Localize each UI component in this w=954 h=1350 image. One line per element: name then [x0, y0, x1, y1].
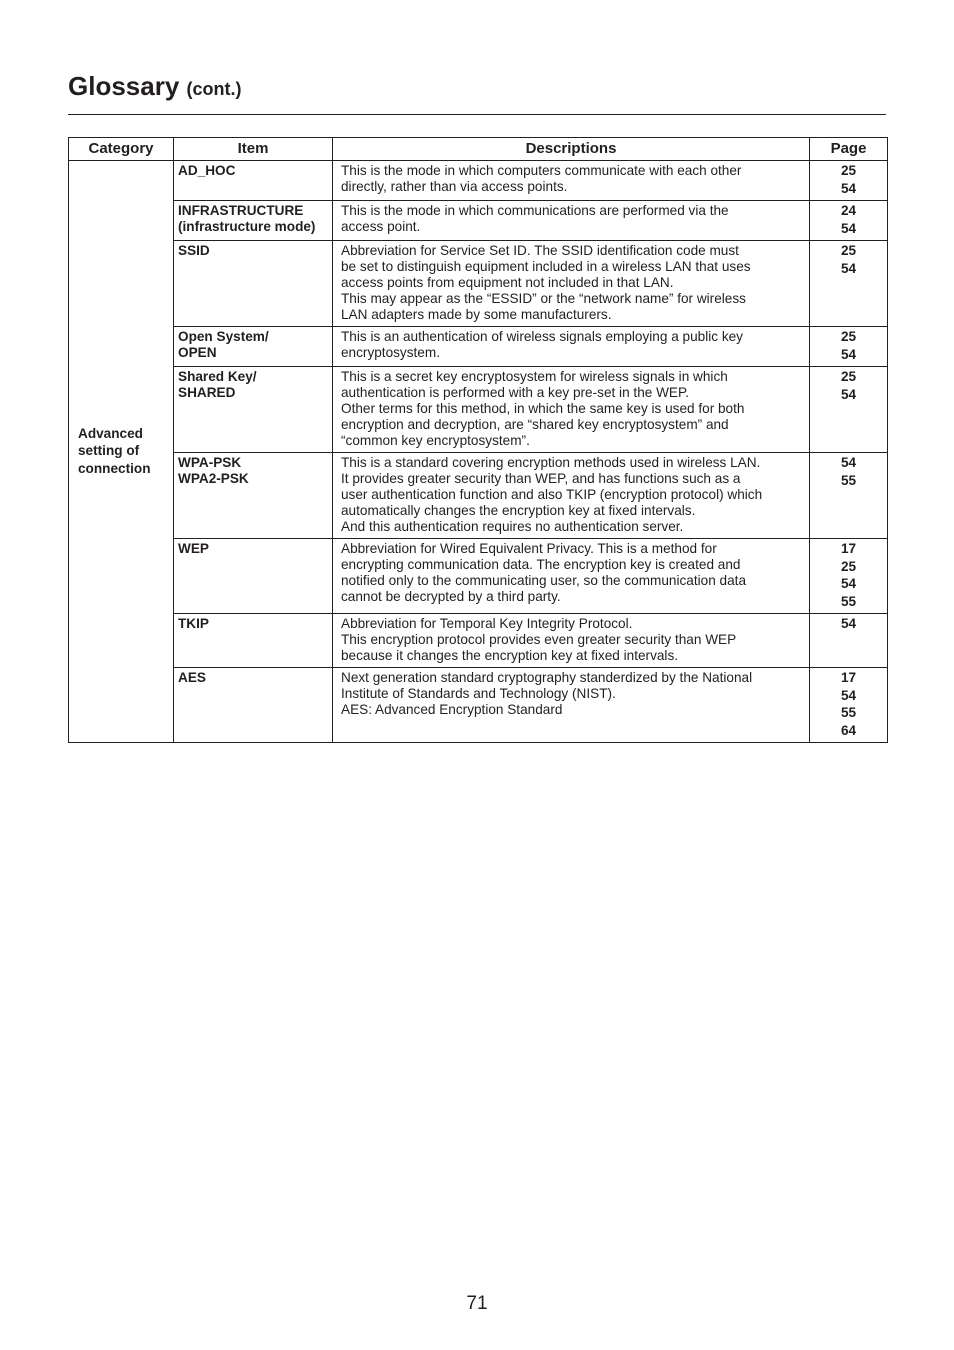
- page-reference: 54: [840, 687, 857, 703]
- description-line: Abbreviation for Wired Equivalent Privacy. This is a method for: [341, 541, 717, 556]
- description-line: access points from equipment not included in that LAN.: [341, 275, 674, 290]
- page-cell: [810, 453, 888, 539]
- page-reference: 17: [840, 541, 857, 556]
- table-row: [69, 668, 888, 743]
- page-reference: 24: [840, 203, 857, 218]
- description-line: This may appear as the “ESSID” or the “network name” for wireless: [341, 291, 746, 306]
- item-term-line: AES: [178, 670, 206, 685]
- item-term-line: OPEN: [178, 345, 217, 360]
- item-cell: [174, 161, 333, 201]
- page-reference: 54: [840, 455, 857, 470]
- description-line: Next generation standard cryptography standerdized by the National: [341, 670, 753, 685]
- page-cell: [810, 668, 888, 743]
- page-number: 71: [466, 1293, 488, 1314]
- table-row: [69, 539, 888, 614]
- page-reference: 25: [840, 243, 857, 258]
- page-cell: [810, 241, 888, 327]
- page-reference: 54: [840, 260, 857, 276]
- page-cell: [810, 539, 888, 614]
- page-reference: 54: [840, 386, 857, 402]
- table-row: [69, 367, 888, 453]
- table-row: [69, 241, 888, 327]
- table-row: [69, 453, 888, 539]
- table-row: [69, 327, 888, 367]
- category-label-line: connection: [78, 460, 151, 476]
- description-line: Abbreviation for Temporal Key Integrity Protocol.: [341, 616, 633, 631]
- item-cell: [174, 367, 333, 453]
- description-line: encryptosystem.: [341, 345, 440, 360]
- description-cell: [333, 539, 810, 614]
- page-cell: [810, 161, 888, 201]
- page-reference: 54: [840, 346, 857, 362]
- glossary-table: [68, 137, 888, 743]
- item-cell: [174, 668, 333, 743]
- item-cell: [174, 241, 333, 327]
- description-line: be set to distinguish equipment included in a wireless LAN that uses: [341, 259, 751, 274]
- page-cell: [810, 614, 888, 668]
- item-term-line: Shared Key/: [178, 369, 257, 384]
- item-term-line: AD_HOC: [178, 163, 236, 178]
- column-header-descriptions: Descriptions: [333, 138, 810, 161]
- page-reference: 54: [840, 576, 857, 591]
- page-title: [68, 70, 242, 105]
- page-reference: 17: [840, 670, 857, 685]
- page-reference: 64: [840, 722, 857, 738]
- page-title-text: Glossary: [68, 71, 180, 101]
- page-reference: 25: [840, 163, 857, 178]
- description-line: because it changes the encryption key at fixed intervals.: [341, 648, 679, 663]
- page-reference: 55: [840, 705, 857, 720]
- page-reference: 54: [840, 616, 857, 631]
- description-cell: [333, 453, 810, 539]
- column-header-item: Item: [174, 138, 333, 161]
- glossary-table-body: [69, 161, 888, 743]
- description-line: automatically changes the encryption key at fixed intervals.: [341, 503, 696, 518]
- description-line: encrypting communication data. The encryption key is created and: [341, 557, 741, 572]
- description-cell: [333, 327, 810, 367]
- description-line: authentication is performed with a key pre-set in the WEP.: [341, 385, 690, 400]
- description-line: Abbreviation for Service Set ID. The SSID identification code must: [341, 243, 739, 258]
- description-line: notified only to the communicating user, so the communication data: [341, 573, 747, 588]
- item-term-line: WEP: [178, 541, 209, 556]
- item-term-line: SSID: [178, 243, 210, 258]
- item-cell: [174, 614, 333, 668]
- description-line: It provides greater security than WEP, and has functions such as a: [341, 471, 741, 486]
- description-line: Other terms for this method, in which the same key is used for both: [341, 401, 745, 416]
- description-line: This is the mode in which computers communicate with each other: [341, 163, 742, 178]
- description-line: access point.: [341, 219, 421, 234]
- item-cell: [174, 539, 333, 614]
- description-line: LAN adapters made by some manufacturers.: [341, 307, 612, 322]
- page-reference: 25: [840, 558, 857, 574]
- table-row: [69, 614, 888, 668]
- description-line: And this authentication requires no authentication server.: [341, 519, 684, 534]
- description-cell: [333, 201, 810, 241]
- description-line: cannot be decrypted by a third party.: [341, 589, 561, 604]
- description-cell: [333, 367, 810, 453]
- category-label-line: Advanced: [78, 425, 143, 441]
- column-header-category: Category: [69, 138, 174, 161]
- table-row: [69, 161, 888, 201]
- page-reference: 54: [840, 180, 857, 196]
- page-title-cont: (cont.): [186, 79, 242, 99]
- description-line: This encryption protocol provides even greater security than WEP: [341, 632, 737, 647]
- item-cell: [174, 327, 333, 367]
- page-reference: 54: [840, 220, 857, 236]
- description-cell: [333, 241, 810, 327]
- column-header-page: Page: [810, 138, 888, 161]
- table-header-row: [69, 138, 888, 161]
- category-label-line: setting of: [78, 443, 140, 459]
- page-cell: [810, 327, 888, 367]
- description-line: This is the mode in which communications are performed via the: [341, 203, 729, 218]
- category-cell: [69, 161, 174, 743]
- description-cell: [333, 161, 810, 201]
- description-cell: [333, 668, 810, 743]
- description-line: AES: Advanced Encryption Standard: [341, 702, 563, 717]
- item-term-line: (infrastructure mode): [178, 219, 316, 234]
- item-cell: [174, 201, 333, 241]
- description-line: “common key encryptosystem”.: [341, 433, 530, 448]
- item-term-line: INFRASTRUCTURE: [178, 203, 304, 218]
- item-term-line: Open System/: [178, 329, 269, 344]
- item-term-line: SHARED: [178, 385, 236, 400]
- description-line: directly, rather than via access points.: [341, 179, 568, 194]
- page-cell: [810, 201, 888, 241]
- page-cell: [810, 367, 888, 453]
- item-term-line: TKIP: [178, 616, 209, 631]
- page-reference: 25: [840, 329, 857, 344]
- description-line: Institute of Standards and Technology (NIST).: [341, 686, 616, 701]
- item-term-line: WPA-PSK: [178, 455, 242, 470]
- title-rule: [68, 114, 886, 115]
- description-line: This is a standard covering encryption methods used in wireless LAN.: [341, 455, 761, 470]
- description-line: user authentication function and also TKIP (encryption protocol) which: [341, 487, 763, 502]
- page-reference: 55: [840, 593, 857, 609]
- description-line: This is a secret key encryptosystem for wireless signals in which: [341, 369, 728, 384]
- item-cell: [174, 453, 333, 539]
- description-line: encryption and decryption, are “shared key encryptosystem” and: [341, 417, 729, 432]
- page-reference: 25: [840, 369, 857, 384]
- description-line: This is an authentication of wireless signals employing a public key: [341, 329, 743, 344]
- item-term-line: WPA2-PSK: [178, 471, 249, 486]
- description-cell: [333, 614, 810, 668]
- table-row: [69, 201, 888, 241]
- page-reference: 55: [840, 472, 857, 488]
